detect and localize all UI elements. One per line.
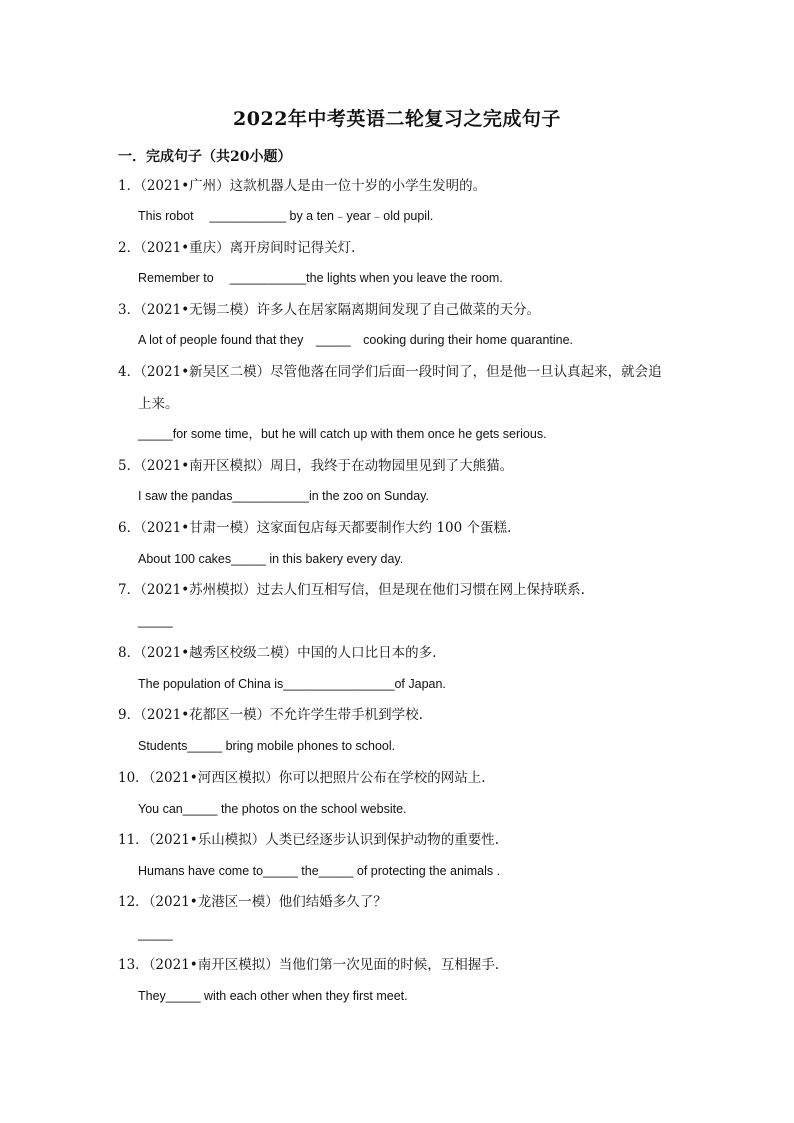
question-4 (118, 362, 662, 382)
question-prompt: （2021•河西区模拟）你可以把照片公布在学校的网站上. (148, 770, 486, 786)
answer-line-6: About 100 cakes_____ in this bakery every day. (138, 552, 404, 566)
question-prompt: （2021•越秀区校级二模）中国的人口比日本的多. (140, 645, 437, 661)
question-13 (118, 955, 499, 975)
question-prompt: （2021•广州）这款机器人是由一位十岁的小学生发明的。 (140, 178, 487, 194)
answer-line-1: This robot ___________ by a ten﹣year﹣old pupil. (138, 209, 434, 223)
question-prompt: （2021•重庆）离开房间时记得关灯. (140, 240, 356, 256)
question-number: 6． (118, 520, 141, 536)
question-11 (118, 830, 499, 850)
question-6 (118, 518, 511, 538)
question-7 (118, 580, 585, 600)
question-prompt: （2021•无锡二模）许多人在居家隔离期间发现了自己做菜的天分。 (140, 302, 541, 318)
section-heading: 一．完成句子（共20小题） (118, 149, 292, 165)
question-prompt: （2021•花都区一模）不允许学生带手机到学校. (140, 707, 423, 723)
question-12 (118, 892, 387, 912)
question-number: 7． (118, 582, 141, 598)
page-title: 2022年中考英语二轮复习之完成句子 (233, 108, 561, 130)
question-3 (118, 300, 540, 320)
question-prompt: （2021•南开区模拟）周日，我终于在动物园里见到了大熊猫。 (140, 458, 514, 474)
question-prompt: （2021•乐山模拟）人类已经逐步认识到保护动物的重要性. (148, 832, 500, 848)
question-prompt: （2021•新吴区二模）尽管他落在同学们后面一段时间了，但是他一旦认真起来，就会追 (140, 364, 662, 380)
question-number: 13． (118, 957, 149, 973)
answer-line-9: Students_____ bring mobile phones to school. (138, 739, 396, 753)
question-1 (118, 176, 486, 196)
answer-line-8: The population of China is________________of Japan. (138, 677, 446, 691)
answer-line-7: _____ (138, 614, 173, 628)
answer-line-11: Humans have come to_____ the_____ of protecting the animals . (138, 864, 501, 878)
question-10 (118, 768, 486, 788)
question-4-continued: 上来。 (138, 396, 179, 412)
question-number: 12． (118, 894, 149, 910)
question-prompt: （2021•龙港区一模）他们结婚多久了？ (148, 894, 387, 910)
question-number: 4． (118, 364, 141, 380)
question-5 (118, 456, 513, 476)
question-number: 5． (118, 458, 141, 474)
question-2 (118, 238, 355, 258)
question-number: 3． (118, 302, 141, 318)
answer-line-12: _____ (138, 927, 173, 941)
question-prompt: （2021•苏州模拟）过去人们互相写信，但是现在他们习惯在网上保持联系. (140, 582, 585, 598)
question-number: 8． (118, 645, 141, 661)
question-prompt: （2021•甘肃一模）这家面包店每天都要制作大约 100 个蛋糕. (140, 520, 512, 536)
question-number: 1． (118, 178, 141, 194)
question-number: 9． (118, 707, 141, 723)
answer-line-4: _____for some time，but he will catch up with them once he gets serious. (138, 427, 547, 441)
question-number: 10． (118, 770, 149, 786)
answer-line-2: Remember to ___________the lights when you leave the room. (138, 271, 503, 285)
question-9 (118, 705, 423, 725)
question-number: 11． (118, 832, 149, 848)
answer-line-10: You can_____ the photos on the school website. (138, 802, 407, 816)
answer-line-13: They_____ with each other when they first meet. (138, 989, 408, 1003)
answer-line-3: A lot of people found that they _____ cooking during their home quarantine. (138, 333, 574, 347)
question-8 (118, 643, 436, 663)
question-prompt: （2021•南开区模拟）当他们第一次见面的时候，互相握手. (148, 957, 500, 973)
answer-line-5: I saw the pandas___________in the zoo on Sunday. (138, 489, 429, 503)
question-number: 2． (118, 240, 141, 256)
